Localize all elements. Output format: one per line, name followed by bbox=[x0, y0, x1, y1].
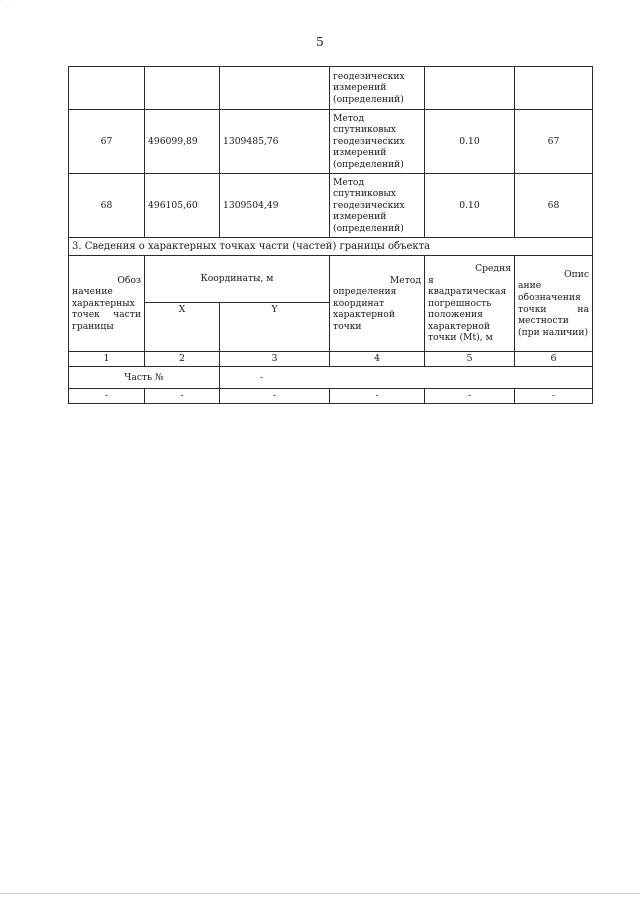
cell-y bbox=[220, 67, 330, 110]
header-method-start: Метод bbox=[389, 274, 421, 286]
cell-mt bbox=[425, 67, 515, 110]
cell-method: Метод спутниковых геодезических измерений (определений) bbox=[330, 110, 425, 174]
cell-marker: 68 bbox=[515, 174, 593, 238]
header-mt bbox=[425, 256, 515, 352]
cell-dash: - bbox=[515, 389, 593, 404]
cell-method: Метод спутниковых геодезических измерений (определений) bbox=[330, 174, 425, 238]
header-description bbox=[515, 256, 593, 352]
header-mt-start: Средня bbox=[475, 262, 511, 274]
cell-mt: 0.10 bbox=[425, 174, 515, 238]
header-coordinates: Координаты, м bbox=[145, 256, 330, 303]
table-row-point bbox=[69, 110, 593, 174]
cell-mt: 0.10 bbox=[425, 110, 515, 174]
section-title: 3. Сведения о характерных точках части (частей) границы объекта bbox=[69, 238, 593, 256]
coordinates-table bbox=[68, 66, 593, 404]
cell-dash: - bbox=[145, 389, 220, 404]
cell-point-id: 67 bbox=[69, 110, 145, 174]
cell-x: 496105,60 bbox=[145, 174, 220, 238]
cell-point-id bbox=[69, 67, 145, 110]
column-number: 1 bbox=[69, 352, 145, 367]
cell-dash: - bbox=[220, 389, 330, 404]
column-number: 6 bbox=[515, 352, 593, 367]
column-numbers-row bbox=[69, 352, 593, 367]
column-number: 5 bbox=[425, 352, 515, 367]
part-value: - bbox=[220, 367, 593, 389]
section-title-row bbox=[69, 238, 593, 256]
table-row-empty bbox=[69, 389, 593, 404]
cell-x: 496099,89 bbox=[145, 110, 220, 174]
header-y: Y bbox=[220, 303, 330, 352]
cell-dash: - bbox=[425, 389, 515, 404]
cell-method: геодезических измерений (определений) bbox=[330, 67, 425, 110]
part-row bbox=[69, 367, 593, 389]
cell-marker: 67 bbox=[515, 110, 593, 174]
header-mt-rest: я квадратическая погрешность положения характерной точки (Мt), м bbox=[428, 274, 507, 344]
header-row bbox=[69, 256, 593, 303]
cell-marker bbox=[515, 67, 593, 110]
column-number: 2 bbox=[145, 352, 220, 367]
cell-y: 1309485,76 bbox=[220, 110, 330, 174]
cell-dash: - bbox=[69, 389, 145, 404]
page-number: 5 bbox=[316, 35, 324, 49]
header-point-designation bbox=[69, 256, 145, 352]
header-point-designation-rest: начение характерных точек части границы bbox=[72, 286, 141, 332]
cell-point-id: 68 bbox=[69, 174, 145, 238]
column-number: 3 bbox=[220, 352, 330, 367]
header-description-start: Опис bbox=[564, 268, 589, 280]
column-number: 4 bbox=[330, 352, 425, 367]
header-point-designation-start: Обоз bbox=[117, 274, 141, 286]
scan-mark: · ´ bbox=[6, 3, 14, 11]
cell-x bbox=[145, 67, 220, 110]
table-row-continuation bbox=[69, 67, 593, 110]
header-x: X bbox=[145, 303, 220, 352]
header-method bbox=[330, 256, 425, 352]
cell-y: 1309504,49 bbox=[220, 174, 330, 238]
header-description-rest: ание обозначения точки на местности (при наличии) bbox=[518, 280, 589, 338]
cell-dash: - bbox=[330, 389, 425, 404]
scan-edge-line bbox=[0, 893, 640, 894]
part-label: Часть № bbox=[69, 367, 220, 389]
table-row-point bbox=[69, 174, 593, 238]
header-method-rest: определения координат характерной точки bbox=[333, 286, 397, 332]
